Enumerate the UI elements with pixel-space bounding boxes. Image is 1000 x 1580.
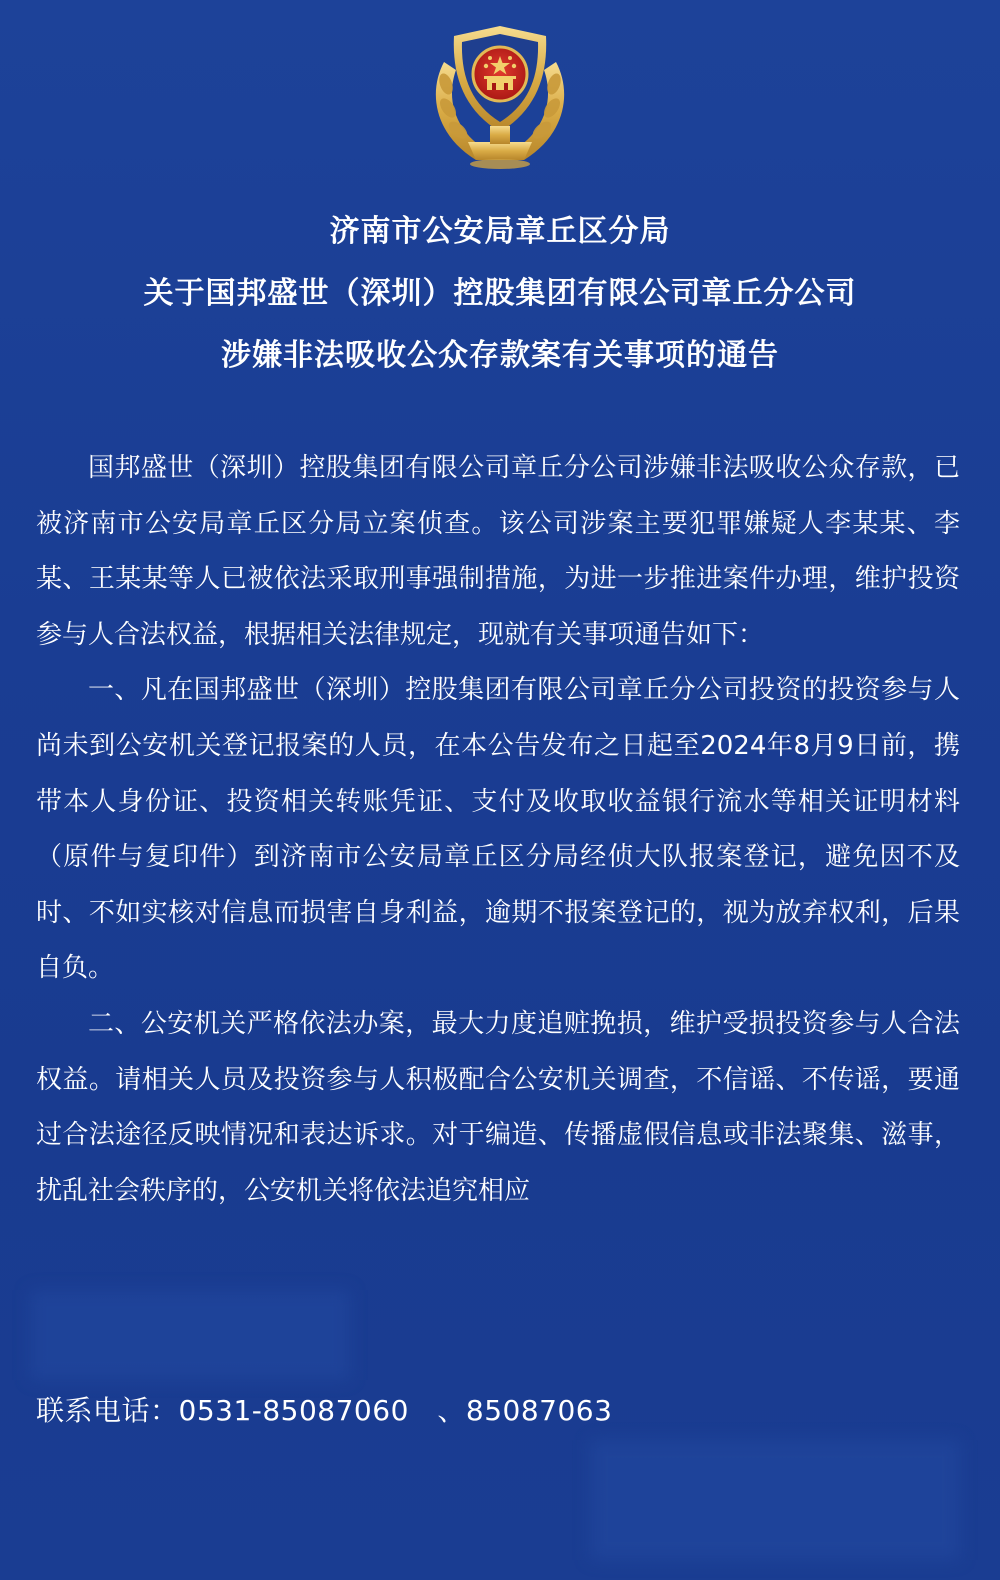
- notice-title-topic: 涉嫌非法吸收公众存款案有关事项的通告: [221, 338, 779, 373]
- notice-paragraph-item-1: 一、凡在国邦盛世（深圳）控股集团有限公司章丘分公司投资的投资参与人尚未到公安机关登记报案的人员，在本公告发布之日起至2024年8月9日前，携带本人身份证、投资相关转账凭证、支付及收取收益银行流水等相关证明材料（原件与复印件）到济南市公安局章丘区分局经侦大队报案登记，避免因不及时、不如实核对信息而损害自身利益，逾期不报案登记的，视为放弃权利，后果自负。: [36, 675, 960, 984]
- notice-body: [36, 441, 960, 1219]
- contact-phone: 联系电话：0531-85087060 、85087063: [36, 1394, 613, 1427]
- notice-title-subject: 关于国邦盛世（深圳）控股集团有限公司章丘分公司: [143, 276, 857, 311]
- police-emblem-icon: [424, 22, 576, 172]
- notice-paragraph-intro: 国邦盛世（深圳）控股集团有限公司章丘分公司涉嫌非法吸收公众存款，已被济南市公安局章丘区分局立案侦查。该公司涉案主要犯罪嫌疑人李某某、李某、王某某等人已被依法采取刑事强制措施，为进一步推进案件办理，维护投资参与人合法权益，根据相关法律规定，现就有关事项通告如下：: [36, 453, 960, 650]
- notice-paragraph-item-2: 二、公安机关严格依法办案，最大力度追赃挽损，维护受损投资参与人合法权益。请相关人员及投资参与人积极配合公安机关调查，不信谣、不传谣，要通过合法途径反映情况和表达诉求。对于编造、传播虚假信息或非法聚集、滋事，扰乱社会秩序的，公安机关将依法追究相应: [36, 1008, 960, 1206]
- obscured-region: [30, 1290, 350, 1380]
- obscured-region-lower: [590, 1440, 960, 1560]
- notice-title-authority: 济南市公安局章丘区分局: [329, 214, 671, 249]
